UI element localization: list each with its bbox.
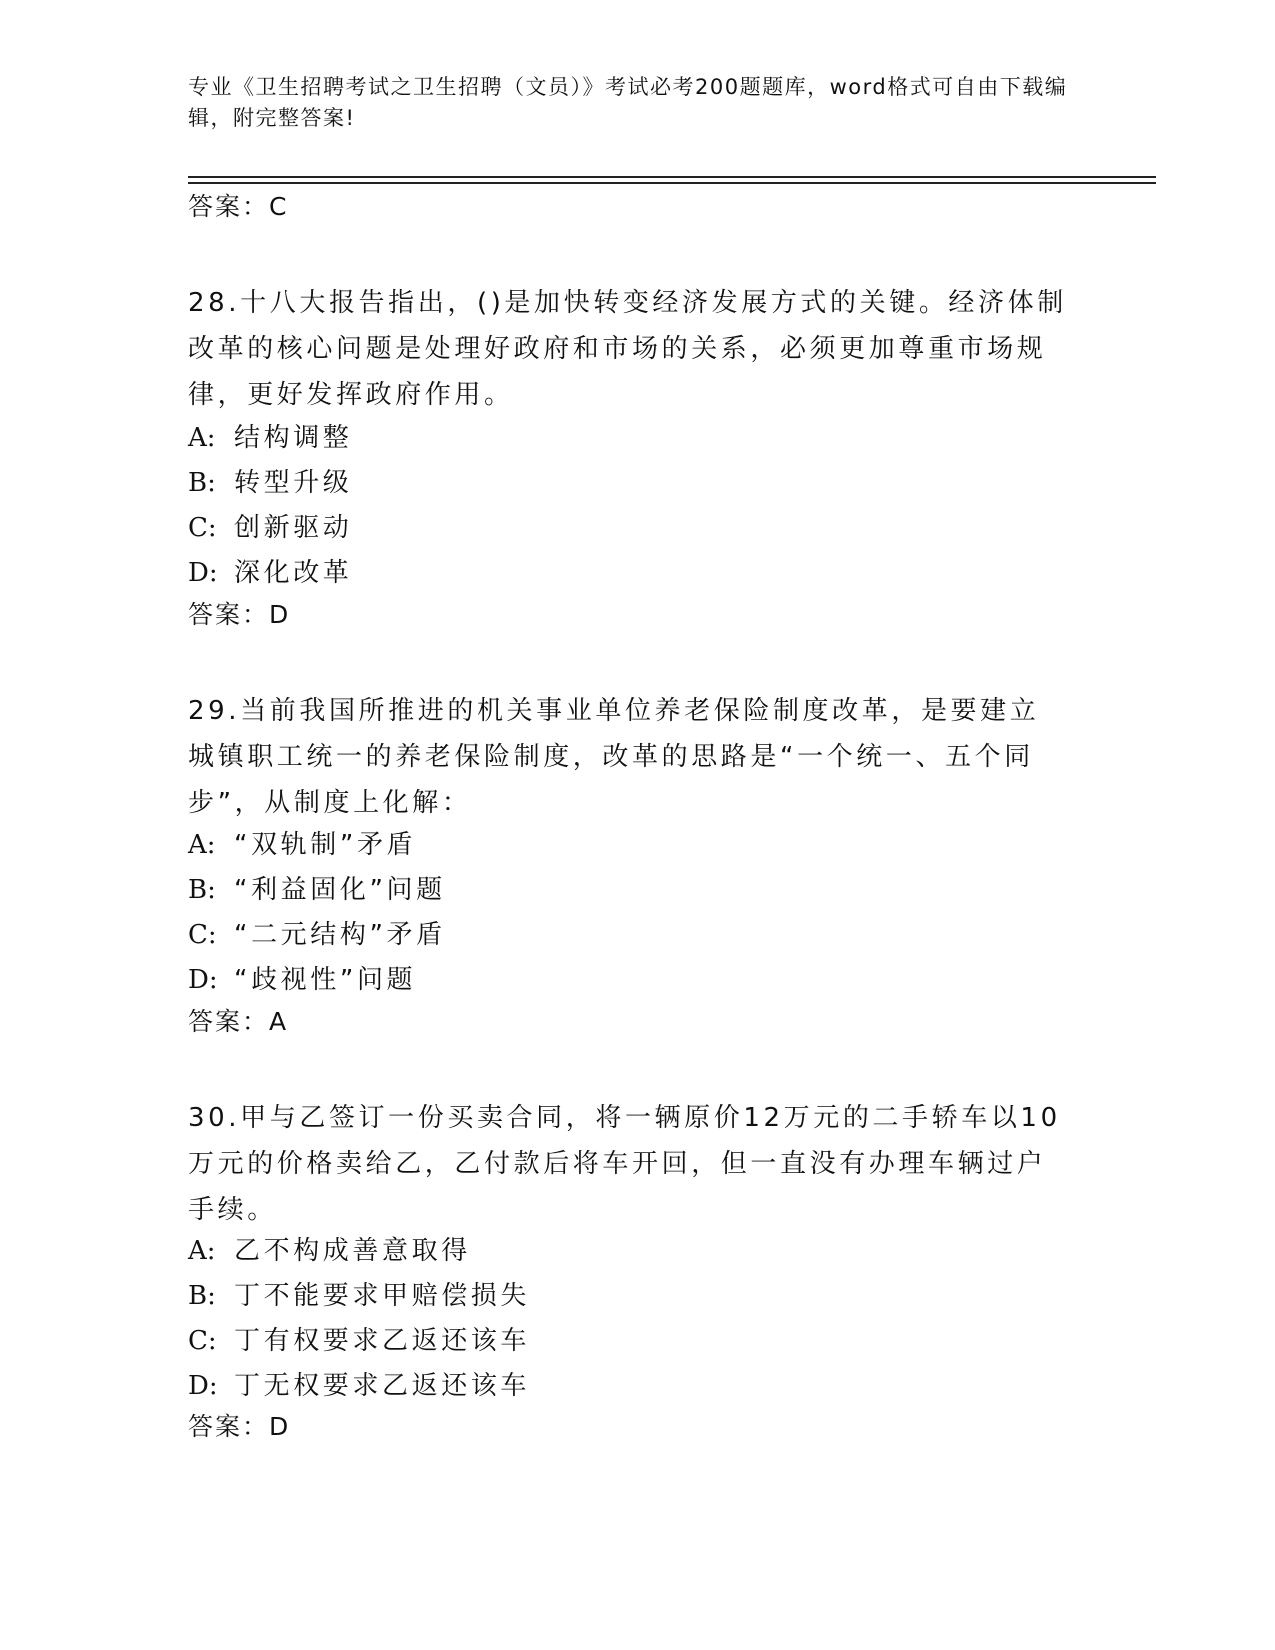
question-28-option-c xyxy=(188,506,1088,552)
option-text: 深化改革 xyxy=(234,558,353,588)
option-text: 丁有权要求乙返还该车 xyxy=(234,1326,531,1356)
option-text: 丁不能要求甲赔偿损失 xyxy=(234,1281,531,1311)
option-letter: A: xyxy=(188,423,216,453)
option-text: 丁无权要求乙返还该车 xyxy=(234,1371,531,1401)
option-letter: B: xyxy=(188,1281,216,1311)
previous-answer: 答案：C xyxy=(188,192,289,221)
option-text: 结构调整 xyxy=(234,423,353,453)
option-text: “歧视性”问题 xyxy=(234,965,417,995)
question-29-option-b xyxy=(188,868,1088,914)
question-28-option-b xyxy=(188,461,1088,507)
question-29-option-a xyxy=(188,823,1088,869)
option-text: “二元结构”矛盾 xyxy=(234,920,446,950)
question-28-option-a xyxy=(188,416,1088,462)
option-letter: D: xyxy=(188,965,218,995)
option-letter: A: xyxy=(188,1236,216,1266)
option-letter: D: xyxy=(188,1371,218,1401)
question-29-text: 29.当前我国所推进的机关事业单位养老保险制度改革，是要建立城镇职工统一的养老保险制度，改革的思路是“一个统一、五个同步”，从制度上化解： xyxy=(188,696,1040,818)
option-letter: C: xyxy=(188,1326,217,1356)
question-30-option-b xyxy=(188,1274,1088,1320)
question-30-option-d xyxy=(188,1364,1088,1410)
option-letter: B: xyxy=(188,875,216,905)
question-30-text: 30.甲与乙签订一份买卖合同，将一辆原价12万元的二手轿车以10万元的价格卖给乙，乙付款后将车开回，但一直没有办理车辆过户手续。 xyxy=(188,1103,1061,1225)
option-letter: A: xyxy=(188,830,216,860)
option-letter: B: xyxy=(188,468,216,498)
question-29-option-d xyxy=(188,958,1088,1004)
option-letter: C: xyxy=(188,513,217,543)
option-text: 乙不构成善意取得 xyxy=(234,1236,471,1266)
question-30-option-c xyxy=(188,1319,1088,1365)
question-30-answer: 答案：D xyxy=(188,1412,291,1441)
header-divider-secondary xyxy=(188,182,1156,184)
option-text: “利益固化”问题 xyxy=(234,875,446,905)
question-29-option-c xyxy=(188,913,1088,959)
option-text: “双轨制”矛盾 xyxy=(234,830,417,860)
option-text: 转型升级 xyxy=(234,468,353,498)
question-30-option-a xyxy=(188,1229,1088,1275)
option-letter: C: xyxy=(188,920,217,950)
option-text: 创新驱动 xyxy=(234,513,353,543)
question-28-option-d xyxy=(188,551,1088,597)
option-letter: D: xyxy=(188,558,218,588)
question-28-text: 28.十八大报告指出，()是加快转变经济发展方式的关键。经济体制改革的核心问题是处理好政府和市场的关系，必须更加尊重市场规律，更好发挥政府作用。 xyxy=(188,288,1067,410)
question-28-answer: 答案：D xyxy=(188,600,291,629)
header-divider xyxy=(188,176,1156,178)
question-29-answer: 答案：A xyxy=(188,1007,289,1036)
document-header: 专业《卫生招聘考试之卫生招聘（文员）》考试必考200题题库，word格式可自由下载编辑，附完整答案! xyxy=(188,75,1068,130)
